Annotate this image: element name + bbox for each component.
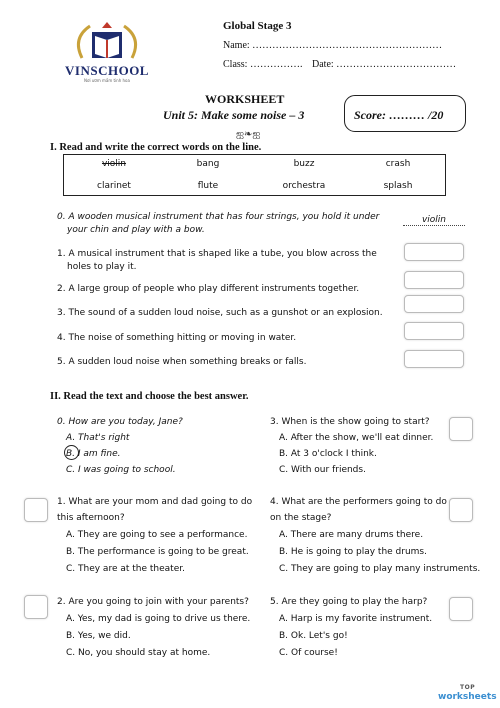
mc-option[interactable]: C. They are going to play many instruments.	[279, 564, 481, 574]
section-2-heading: II. Read the text and choose the best answer.	[50, 391, 249, 402]
question-3: 3. The sound of a sudden loud noise, such as a gunshot or an explosion.	[57, 308, 383, 318]
mc-question-5: 5. Are they going to play the harp?	[270, 597, 428, 607]
answer-square-5[interactable]	[449, 597, 473, 621]
selection-circle	[64, 445, 79, 460]
mc-option[interactable]: B. Yes, we did.	[66, 631, 131, 641]
brand-tagline: Nơi ươm mầm tinh hoa	[84, 78, 130, 83]
example-answer: violin	[403, 215, 465, 226]
question-1-cont: holes to play it.	[67, 262, 137, 272]
answer-box-3[interactable]	[404, 295, 464, 313]
mc-question-1: 1. What are your mom and dad going to do	[57, 497, 253, 507]
question-1: 1. A musical instrument that is shaped like a tube, you blow across the	[57, 249, 377, 259]
mc-option[interactable]: C. No, you should stay at home.	[66, 648, 211, 658]
answer-square-1[interactable]	[24, 498, 48, 522]
mc-option[interactable]: C. They are at the theater.	[66, 564, 185, 574]
answer-square-3[interactable]	[449, 417, 473, 441]
answer-box-4[interactable]	[404, 322, 464, 340]
word-bank-item: splash	[383, 181, 413, 191]
example-question-cont: your chin and play with a bow.	[67, 225, 205, 235]
mc-option[interactable]: B. The performance is going to be great.	[66, 547, 249, 557]
mc-question-2: 2. Are you going to join with your parents?	[57, 597, 249, 607]
mc-option[interactable]: A. That's right	[66, 433, 130, 443]
word-bank-item: violin	[101, 159, 127, 169]
mc-option[interactable]: C. With our friends.	[279, 465, 366, 475]
worksheet-subtitle: Unit 5: Make some noise – 3	[163, 108, 305, 122]
word-bank-item: bang	[196, 159, 220, 169]
answer-square-4[interactable]	[449, 498, 473, 522]
mc-option[interactable]: A. Harp is my favorite instrument.	[279, 614, 433, 624]
mc-option[interactable]: A. Yes, my dad is going to drive us there.	[66, 614, 251, 624]
mc-option-selected[interactable]: B. I am fine.	[66, 449, 121, 459]
mc-option[interactable]: A. After the show, we'll eat dinner.	[279, 433, 434, 443]
word-bank-item: orchestra	[282, 181, 326, 191]
footer-logo-top: TOP	[460, 684, 476, 691]
class-field[interactable]: Class: …………….	[223, 59, 303, 70]
word-bank-item: flute	[197, 181, 219, 191]
mc-option[interactable]: C. I was going to school.	[66, 465, 176, 475]
date-field[interactable]: Date: ………………………………	[312, 59, 457, 70]
question-4: 4. The noise of something hitting or moving in water.	[57, 333, 297, 343]
footer-logo-text: worksheets	[438, 692, 497, 702]
mc-option[interactable]: A. They are going to see a performance.	[66, 530, 248, 540]
mc-question-4-cont: on the stage?	[270, 513, 332, 523]
mc-option[interactable]: B. He is going to play the drums.	[279, 547, 427, 557]
answer-square-2[interactable]	[24, 595, 48, 619]
mc-question-1-cont: this afternoon?	[57, 513, 125, 523]
ornament-divider: ஐ❧ஐ	[236, 129, 261, 140]
mc-option[interactable]: B. Ok. Let's go!	[279, 631, 348, 641]
mc-question-3: 3. When is the show going to start?	[270, 417, 430, 427]
score-label: Score: ……… /20	[354, 108, 444, 122]
worksheet-title: WORKSHEET	[205, 92, 285, 106]
word-bank	[63, 154, 446, 196]
mc-question-4: 4. What are the performers going to do	[270, 497, 447, 507]
name-field[interactable]: Name: …………………………………………………	[223, 40, 443, 51]
example-question: 0. A wooden musical instrument that has four strings, you hold it under	[57, 212, 380, 222]
mc-option[interactable]: B. At 3 o'clock I think.	[279, 449, 377, 459]
question-2: 2. A large group of people who play different instruments together.	[57, 284, 360, 294]
word-bank-item: buzz	[293, 159, 315, 169]
mc-option[interactable]: A. There are many drums there.	[279, 530, 424, 540]
answer-box-2[interactable]	[404, 271, 464, 289]
answer-box-1[interactable]	[404, 243, 464, 261]
stage-label: Global Stage 3	[223, 20, 292, 32]
brand-name: VINSCHOOL	[65, 63, 149, 78]
word-bank-item: crash	[385, 159, 411, 169]
question-5: 5. A sudden loud noise when something breaks or falls.	[57, 357, 307, 367]
section-1-heading: I. Read and write the correct words on the line.	[50, 142, 262, 153]
word-bank-item: clarinet	[97, 181, 131, 191]
mc-option[interactable]: C. Of course!	[279, 648, 338, 658]
answer-box-5[interactable]	[404, 350, 464, 368]
mc-question-0: 0. How are you today, Jane?	[57, 417, 183, 427]
